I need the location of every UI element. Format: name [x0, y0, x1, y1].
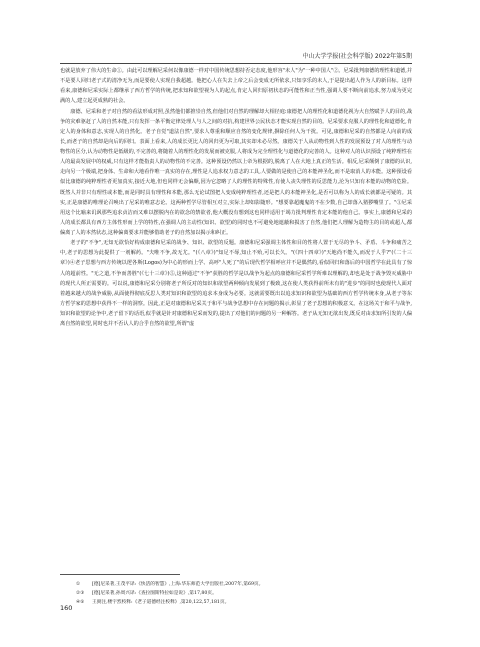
paragraph-3: 老子的"不争",无知无欲恰好构成康德和尼采的战争、知识、欲望的反题。康德和尼采强调主体性和目的性将人置于无尽的争斗、矛盾、斗争和痛苦之中,老子的思想为此提供了一剂解药。"夫唯不争,故无尤。"(《八章》)"知足不辱,知止不殆,可以长久。"(《四十四章》)"天地尚不能久,而况于人乎?"(《二十三章》)④老子思想与西方传统以逻各斯(Logos)为中心的形而上学、高呼"人死了"的后现代哲学相呼应并不是偶然的,看似回归和落后的中国哲学在此具有了惊人的超前性。"无之道,不争而善胜"(《七十三章》)⑤,这种通过"不争"获胜的哲学是以战争为起点的康德和尼采哲学所难以理解的,却也是处于战争毁灭威胁中的现代人所正需要的。可以说,康德和尼采分别将老子所反对的知识和欲望两种倾向发展到了极致,这在使人类获得前所未有的"进步"的同时也使现代人面对着越来越大的战争威胁,从面使得彻底反思人类对知识和欲望的追求本身成为必要。这就需要既出以追求知识和欲望为基础的西方哲学传统本身,从老子等东方哲学家的思想中获得不一样的洞察。因此,正是对康德和尼采关于和平与战争思想中存在问题的揭示,彰显了老子思想的积极意义。在这场关于和平与战争,知识和欲望的论争中,老子留下的话语,似乎就是针对康德和尼采而发的,提出了对他们的问题的另一种解答。老子从无知无欲出发,既反对由求知所引发的人偏离自然的欲望,同时也并不否认人的合乎自然的欲望,所谓"虚: [60, 240, 412, 328]
paragraph-2: 康德、尼采和老子对自然的看法形成对照,虽然他们都推崇自然,但他们对自然的理解却大相径庭:康德把人的理性化和道德化视为大自然赋予人的目的,战争的灾难驱赶了人的自然本能,只有发挥一条平衡定律处理人与人之间的对抗,构建世界公民状态才能实现自然的目的。尼采要求克服人的理性化和道德化,肯定人的身体和意志,实现人的自然化。老子自觉"道法自然",要求人尊重和顺应自然的变化规律,摒除任何人为干扰。可见,康德和尼采的自然都是人向前的成长,而老子的自然却是向后的回归。表面上看来,人的成长更比人的回归更为可取,其实却未必尽然。康德关于人从动物性到人性的发展预设了对人的理性与动物性的区分,认为动物性是低级的,不完善的,将随着人的理性化的发展而被克服,人将成为完全理性化与道德化的完善的人。这种对人的认识预设了纯粹理性在人的最高发展中的权威,只有这样才能指责人的动物性的不完善。这种预设仍然以上帝为根据的,脱离了人在大地上真正的生活。相反,尼采颠倒了康德的认识,走向另一个极端,把身体、生命和大地看作唯一真实的存在,理性是人追求权力意志的工具,人要做的是使自己的本能神圣化,而不是取消人的本能。这种预设看似比康德的纯粹理性者更加真实,接近大地,但也同样无会偏颇,因为它忽略了人的理性的特殊性,有使人丧失理性的反思能力,沦为只知有本能的动物的危险。既然人并非只有理性或本能,而是同时具有理性和本能,那么无论试图把人变成纯粹理性者,还是把人的本能神圣化,是否可以称为人的成长就都是可疑的。其实,正是康德的唯理论召唤出了尼采的唯意志论。这两种哲学尽管相互对立,实际上却如影随形。"想要靠超魔鬼的不在少数,自己却落入猪猡嘴里了。"③尼采用这个比喻来讥讽那些追求贞洁而又难以摆脱内在的欲念的禁欲者,他大概没有想到这也同样适用于竭力批判理性肯定本能的他自己。事实上,康德和尼采的人的成长都具有西方主体性形而上学的特性,在强调人的主动性(知识、欲望)的同时也不可避免地遮蔽和损害了自然,他们把人理解为造物主的目的或超人,都偏离了人的本然状态,这种偏离要求并能够借助老子的自然加以揭示和纠正。: [60, 108, 412, 236]
running-head-text: 中山大学学报(社会科学版) 2022年第5期: [302, 53, 412, 60]
footnote-text: [德]尼采著,孙周兴译:《查拉图斯特拉如是说》,第17,80页。: [92, 591, 217, 596]
paragraph-1: 也就是放弃了伟大的生命①。由此可以理解尼采何以像康德一样对中国传统思想持否定态度,他形容"未人"为"一种中国人"②。尼采批判康德的理性和道德,并不是要人回归老子式的清净无为,而是要使人实现自我超越。他把心人在失去上帝之后会变成无所依求,只知享乐的未人,于是提出超人作为人的新目标。这样看来,康德和尼采实际上都继承了西方哲学的传统,把求知和欲望视为人的起点,肯定人回归原初状态的可能性和正当性,强调人要不断向前追求,努力成为更完满的人,建立起更成熟的社会。: [60, 68, 413, 105]
footnote-mark: ④⑤: [76, 600, 85, 605]
page-number: 160: [60, 604, 73, 612]
footnote-rule: [60, 574, 180, 575]
footnote: [76, 598, 412, 607]
footnote-mark: ②③: [76, 591, 85, 596]
running-header: [60, 52, 412, 62]
body-text: [60, 66, 412, 329]
footnote: [76, 580, 412, 589]
header-rule: [60, 63, 412, 64]
footnote-text: 王弼注,楼宇烈校释:《老子道德经注校释》,第20,122,57,181页。: [92, 600, 230, 605]
footnote-mark: ①: [76, 582, 81, 587]
footnote: [76, 589, 412, 598]
footnotes: [76, 580, 412, 607]
footnote-text: [德]尼采著,王茂平译:《快活的智慧》,上海:华东师范大学出版社,2007年,第69页。: [92, 582, 264, 587]
